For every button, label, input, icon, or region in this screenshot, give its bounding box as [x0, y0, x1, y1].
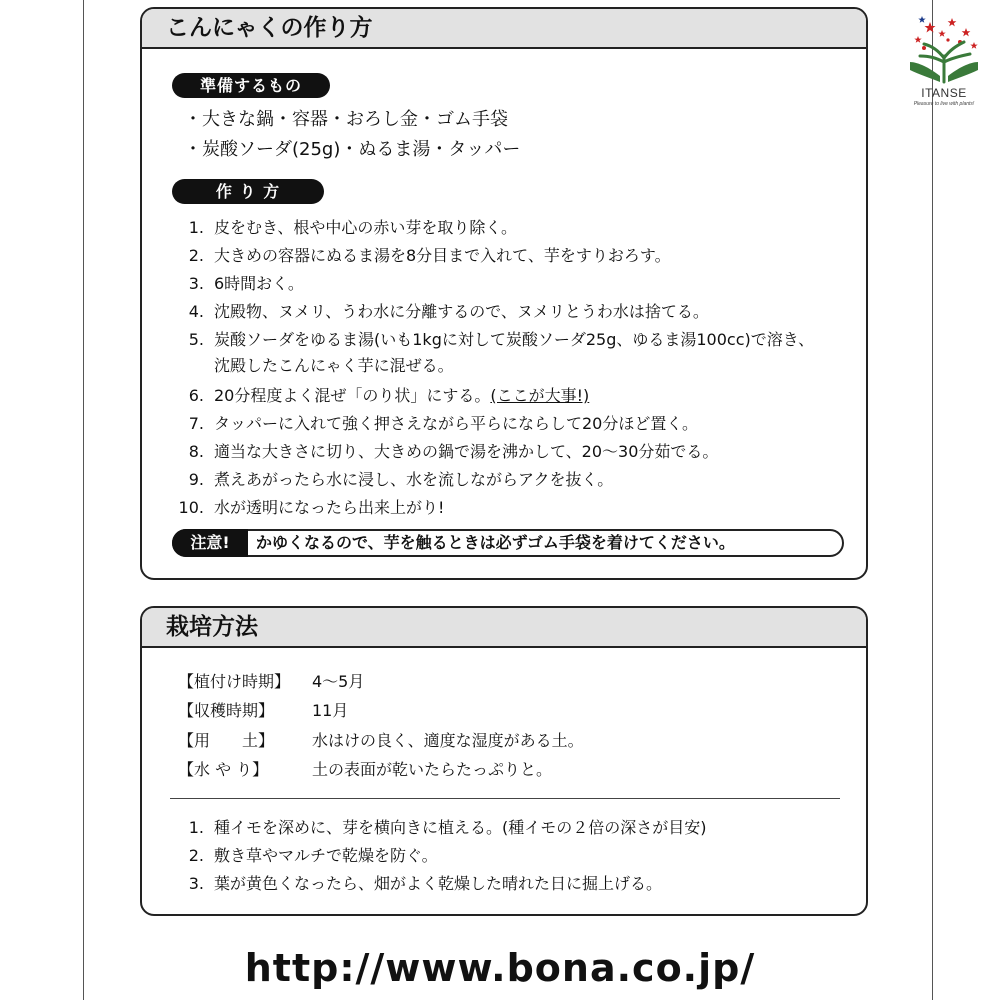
step-number: 3.	[188, 874, 204, 893]
step-number: 1.	[188, 818, 204, 837]
step-text: 皮をむき、根や中心の赤い芽を取り除く。	[214, 218, 518, 237]
step-number: 2.	[188, 246, 204, 265]
step-text: タッパーに入れて強く押さえながら平らにならして20分ほど置く。	[214, 414, 699, 433]
spec-value: 水はけの良く、適度な湿度がある土。	[312, 731, 584, 750]
step-number: 5.	[188, 330, 204, 349]
cultivation-panel	[140, 606, 868, 916]
spec-label: 【植付け時期】	[178, 672, 291, 691]
step-emphasis: (ここが大事!)	[490, 386, 590, 405]
step-number: 7.	[188, 414, 204, 433]
step-number: 6.	[188, 386, 204, 405]
step-number: 10.	[178, 498, 204, 517]
caution-label: 注意!	[172, 529, 248, 557]
step-text: 種イモを深めに、芽を横向きに植える。(種イモの２倍の深さが目安)	[214, 818, 707, 837]
website-url[interactable]: http://www.bona.co.jp/	[244, 946, 756, 990]
brand-tagline: Pleasure to live with plants!	[913, 101, 975, 107]
step-text: 沈殿物、ヌメリ、うわ水に分離するので、ヌメリとうわ水は捨てる。	[214, 302, 709, 321]
step-text: 20分程度よく混ぜ「のり状」にする。	[214, 386, 491, 405]
spec-value: 4〜5月	[312, 672, 365, 691]
materials-label: 準備するもの	[172, 73, 330, 98]
step-text-continued: 沈殿したこんにゃく芋に混ぜる。	[214, 356, 454, 375]
spec-value: 11月	[312, 701, 349, 720]
tree-hands-icon	[900, 12, 988, 86]
step-text: 敷き草やマルチで乾燥を防ぐ。	[214, 846, 438, 865]
section-divider	[170, 798, 840, 799]
step-text: 適当な大きさに切り、大きめの鍋で湯を沸かして、20〜30分茹でる。	[214, 442, 719, 461]
step-text: 大きめの容器にぬるま湯を8分目まで入れて、芋をすりおろす。	[214, 246, 671, 265]
spec-label: 【水 や り】	[178, 760, 269, 779]
spec-label: 【収穫時期】	[178, 701, 275, 720]
step-text: 炭酸ソーダをゆるま湯(いも1kgに対して炭酸ソーダ25g、ゆるま湯100cc)で溶き、	[214, 330, 815, 349]
itanse-logo	[900, 12, 988, 112]
cultivation-title: 栽培方法	[142, 608, 866, 648]
right-border-line	[932, 0, 933, 1000]
materials-line-2: ・炭酸ソーダ(25g)・ぬるま湯・タッパー	[184, 139, 521, 160]
step-text: 葉が黄色くなったら、畑がよく乾燥した晴れた日に掘上げる。	[214, 874, 663, 893]
step-text: 6時間おく。	[214, 274, 304, 293]
brand-name: ITANSE	[921, 86, 967, 100]
step-number: 3.	[188, 274, 204, 293]
konnyaku-recipe-panel	[140, 7, 868, 580]
step-number: 4.	[188, 302, 204, 321]
left-border-line	[83, 0, 84, 1000]
step-number: 2.	[188, 846, 204, 865]
caution-box	[172, 529, 844, 557]
step-number: 1.	[188, 218, 204, 237]
konnyaku-title: こんにゃくの作り方	[142, 9, 866, 49]
step-text: 煮えあがったら水に浸し、水を流しながらアクを抜く。	[214, 470, 614, 489]
spec-label: 【用 土】	[178, 731, 275, 750]
step-number: 9.	[188, 470, 204, 489]
spec-value: 土の表面が乾いたらたっぷりと。	[312, 760, 553, 779]
step-number: 8.	[188, 442, 204, 461]
caution-text: かゆくなるので、芋を触るときは必ずゴム手袋を着けてください。	[256, 533, 735, 552]
materials-line-1: ・大きな鍋・容器・おろし金・ゴム手袋	[184, 109, 508, 130]
step-text: 水が透明になったら出来上がり!	[214, 498, 445, 517]
steps-label: 作 り 方	[172, 179, 324, 204]
